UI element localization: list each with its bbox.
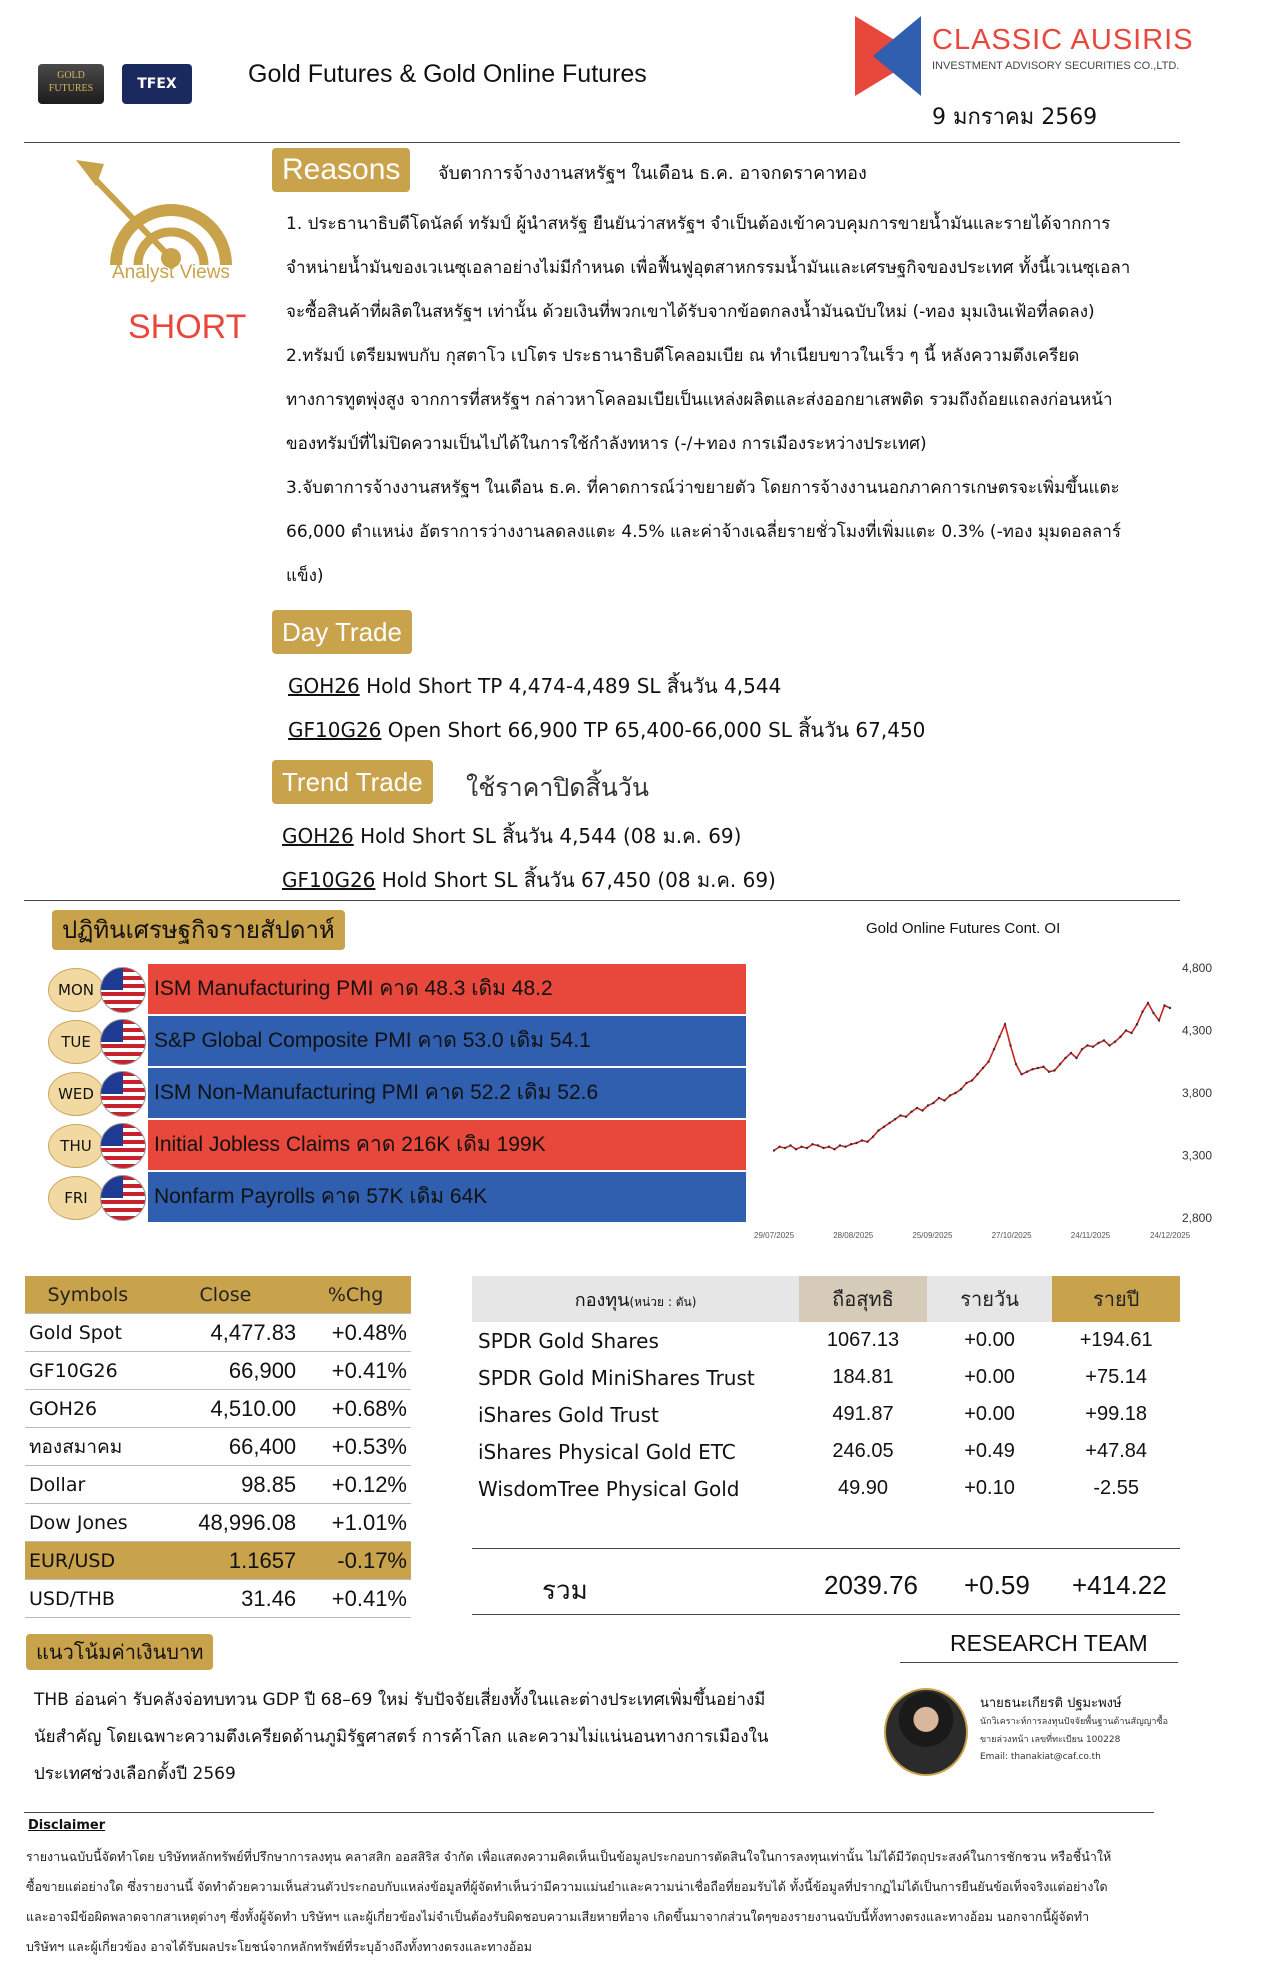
fund-cell-holdings: 491.87 [832, 1403, 894, 1425]
research-title: RESEARCH TEAM [950, 1630, 1148, 1656]
day-trade-symbol: GOH26 [288, 674, 360, 698]
market-cell-chg: +0.41% [300, 1580, 411, 1618]
x-tick-label: 25/09/2025 [912, 1231, 953, 1240]
day-badge: WED [48, 1072, 104, 1116]
market-row [25, 1314, 411, 1352]
oi-data-point [817, 1144, 819, 1146]
disclaimer-line: และอาจมีข้อผิดพลาดจากสาเหตุต่างๆ ซึ่งทั้งผู้จัดทำ บริษัทฯ และผู้เกี่ยวข้องไม่จำเป็นต้องรับผิดชอบความเสียหายที่อาจ เกิดขึ้นมาจากส่วนใดๆของรายงานฉบับนี้ทั้งทางตรงและทางอ้อม นอกจากนี้ผู้จัดทำ [26, 1909, 1090, 1924]
calendar-event: S&P Global Composite PMI คาด 53.0 เดิม 54.1 [148, 1016, 746, 1066]
oi-data-point [1130, 1032, 1132, 1034]
oi-data-point [960, 1088, 962, 1090]
oi-data-point [1158, 1019, 1160, 1021]
oi-data-point [1031, 1068, 1033, 1070]
oi-data-point [927, 1104, 929, 1106]
fund-cell-name: SPDR Gold MiniShares Trust [478, 1365, 755, 1390]
market-cell-symbol: Gold Spot [25, 1314, 151, 1352]
day-badge: FRI [48, 1176, 104, 1220]
reason-line: จะซื้อสินค้าที่ผลิตในสหรัฐฯ เท่านั้น ด้วยเงินที่พวกเขาได้รับจากข้อตกลงน้ำมันฉบับใหม่ (-ทอง มุมเงินเฟ้อที่ลดลง) [286, 302, 1095, 322]
market-row [25, 1390, 411, 1428]
x-tick-label: 27/10/2025 [991, 1231, 1032, 1240]
fund-cell-holdings: 184.81 [832, 1366, 894, 1388]
market-cell-symbol: GOH26 [25, 1390, 151, 1428]
gold-futures-logo [38, 64, 104, 104]
baht-line: ประเทศช่วงเลือกตั้งปี 2569 [34, 1764, 236, 1784]
oi-data-point [806, 1147, 808, 1149]
fund-row [472, 1359, 1180, 1396]
calendar-row [0, 964, 760, 1016]
analyst-email: Email: thanakiat@caf.co.th [980, 1752, 1101, 1762]
calendar-event: Nonfarm Payrolls คาด 57K เดิม 64K [148, 1172, 746, 1222]
oi-data-point [1004, 1023, 1006, 1025]
oi-data-point [971, 1079, 973, 1081]
us-flag-icon [100, 1175, 146, 1221]
calendar-event: ISM Manufacturing PMI คาด 48.3 เดิม 48.2 [148, 964, 746, 1014]
market-cell-symbol: USD/THB [25, 1580, 151, 1618]
oi-data-point [872, 1136, 874, 1138]
oi-data-point [1136, 1023, 1138, 1025]
oi-data-point [910, 1111, 912, 1113]
fund-cell-daily: +0.00 [964, 1366, 1015, 1388]
col-header-close: Close [151, 1276, 301, 1314]
oi-data-point [899, 1114, 901, 1116]
oi-data-point [1103, 1039, 1105, 1041]
oi-data-point [965, 1082, 967, 1084]
oi-series-line [774, 1003, 1170, 1151]
calendar-tag-text: ปฏิทินเศรษฐกิจรายสัปดาห์ [62, 916, 335, 944]
fund-col-header [472, 1276, 799, 1322]
market-cell-close: 66,900 [151, 1352, 301, 1390]
fund-cell-holdings: 1067.13 [826, 1329, 900, 1351]
disclaimer-line: บริษัทฯ และผู้เกี่ยวข้อง อาจได้รับผลประโยชน์จากหลักทรัพย์ที่ระบุอ้างถึงทั้งทางตรงและทางอ้อม [26, 1939, 532, 1954]
trend-trade-symbol: GOH26 [282, 824, 354, 848]
oi-data-point [833, 1148, 835, 1150]
reason-line: แข็ง) [286, 566, 324, 586]
us-flag-icon [100, 967, 146, 1013]
disclaimer-line: ซื้อขายแต่อย่างใด ซึ่งรายงานนี้ จัดทำด้วยความเห็นส่วนตัวประกอบกับแหล่งข้อมูลที่ผู้จัดทำเห็นว่ามีความแม่นยำและความน่าเชื่อถือที่ยอมรับได้ ทั้งนี้ข้อมูลที่ปรากฏไม่ได้เป็นการยืนยันข้อเท็จจริงแต่อย่างใด [26, 1879, 1108, 1894]
market-cell-close: 4,510.00 [151, 1390, 301, 1428]
oi-data-point [1048, 1071, 1050, 1073]
oi-data-point [1015, 1063, 1017, 1065]
market-cell-close: 31.46 [151, 1580, 301, 1618]
tfex-logo [122, 64, 192, 104]
oi-data-point [795, 1148, 797, 1150]
reason-line: 3.จับตาการจ้างงานสหรัฐฯ ในเดือน ธ.ค. ที่คาดการณ์ว่าขยายตัว โดยการจ้างงานนอกภาคการเกษตรจะเพิ่มขึ้นแตะ [286, 478, 1120, 498]
disclaimer-body [26, 1842, 1266, 1962]
fund-cell-holdings: 246.05 [832, 1440, 894, 1462]
analyst-title-line: นักวิเคราะห์การลงทุนปัจจัยพื้นฐานด้านสัญญาซื้อ [980, 1717, 1168, 1727]
oi-data-point [1075, 1057, 1077, 1059]
oi-data-point [822, 1147, 824, 1149]
market-row [25, 1580, 411, 1618]
col-header-chg: %Chg [300, 1276, 411, 1314]
day-trade-text: Hold Short TP 4,474-4,489 SL สิ้นวัน 4,544 [359, 674, 782, 698]
col-header-yearly: รายปี [1052, 1276, 1180, 1322]
day-trade-symbol: GF10G26 [288, 718, 382, 742]
market-cell-symbol: Dow Jones [25, 1504, 151, 1542]
oi-data-point [993, 1048, 995, 1050]
us-flag-icon [100, 1071, 146, 1117]
oi-data-point [1147, 1002, 1149, 1004]
fund-cell-yearly: +47.84 [1085, 1440, 1148, 1462]
oi-data-point [1070, 1052, 1072, 1054]
trend-trade-item [282, 820, 741, 852]
fund-row [472, 1322, 1180, 1359]
market-table [25, 1276, 411, 1618]
market-cell-close: 1.1657 [151, 1542, 301, 1580]
us-flag-icon [100, 1019, 146, 1065]
oi-data-point [778, 1146, 780, 1148]
day-badge: MON [48, 968, 104, 1012]
research-underline [900, 1662, 1178, 1663]
fund-cell-daily: +0.10 [964, 1477, 1015, 1499]
header-divider [24, 142, 1180, 143]
section-divider [24, 900, 1180, 901]
market-row [25, 1428, 411, 1466]
oi-data-point [949, 1094, 951, 1096]
oi-data-point [784, 1147, 786, 1149]
analyst-name: นายธนะเกียรติ ปฐมะพงษ์ [980, 1696, 1122, 1711]
fund-row [472, 1433, 1180, 1470]
calendar-event: Initial Jobless Claims คาด 216K เดิม 199K [148, 1120, 746, 1170]
reasons-body [286, 202, 1216, 598]
baht-tag [26, 1634, 213, 1670]
disclaimer-divider [24, 1812, 1154, 1813]
baht-tag-text: แนวโน้มค่าเงินบาท [36, 1640, 204, 1664]
x-tick-label: 24/11/2025 [1070, 1231, 1111, 1240]
fund-cell-daily: +0.49 [964, 1440, 1015, 1462]
y-tick-label: 4,300 [1182, 1023, 1213, 1038]
oi-data-point [1064, 1057, 1066, 1059]
market-cell-symbol: GF10G26 [25, 1352, 151, 1390]
fund-row [472, 1396, 1180, 1433]
oi-chart [750, 950, 1240, 1245]
fund-col-title: กองทุน [574, 1289, 630, 1311]
oi-data-point [844, 1146, 846, 1148]
market-row [25, 1466, 411, 1504]
market-cell-close: 48,996.08 [151, 1504, 301, 1542]
report-date: 9 มกราคม 2569 [932, 105, 1098, 130]
oi-data-point [1037, 1067, 1039, 1069]
fund-cell-daily: +0.00 [964, 1403, 1015, 1425]
oi-data-point [1108, 1044, 1110, 1046]
fund-unit: (หน่วย : ตัน) [629, 1294, 697, 1309]
oi-data-point [877, 1129, 879, 1131]
oi-data-point [1092, 1046, 1094, 1048]
oi-data-point [888, 1122, 890, 1124]
oi-data-point [1114, 1041, 1116, 1043]
reasons-tag: Reasons [272, 148, 410, 192]
fund-cell-yearly: +99.18 [1085, 1403, 1148, 1425]
reasons-headline: จับตาการจ้างงานสหรัฐฯ ในเดือน ธ.ค. อาจกดราคาทอง [438, 163, 867, 184]
fund-cell-holdings: 49.90 [837, 1477, 889, 1499]
oi-data-point [883, 1126, 885, 1128]
oi-data-point [811, 1143, 813, 1145]
reason-line: จำหน่ายน้ำมันของเวเนซุเอลาอย่างไม่มีกำหนด เพื่อฟื้นฟูอุตสาหกรรมน้ำมันและเศรษฐกิจของประเทศ ทั้งนี้เวเนซุเอลา [286, 258, 1131, 278]
trend-trade-text: Hold Short SL สิ้นวัน 67,450 (08 ม.ค. 69) [375, 868, 776, 892]
oi-data-point [839, 1144, 841, 1146]
brand-mark [855, 16, 921, 96]
reason-line: ของทรัมป์ที่ไม่ปิดความเป็นไปได้ในการใช้กำลังทหาร (-/+ทอง การเมืองระหว่างประเทศ) [286, 434, 927, 454]
market-cell-chg: +0.41% [300, 1352, 411, 1390]
day-trade-text: Open Short 66,900 TP 65,400-66,000 SL สิ้นวัน 67,450 [381, 718, 926, 742]
oi-data-point [773, 1149, 775, 1151]
day-badge: TUE [48, 1020, 104, 1064]
oi-data-point [1042, 1066, 1044, 1068]
baht-line: THB อ่อนค่า รับคลังจ่อทบทวน GDP ปี 68–69 ใหม่ รับปัจจัยเสี่ยงทั้งในและต่างประเทศเพิ่มขึ้นอย่างมี [34, 1690, 766, 1710]
disclaimer-title: Disclaimer [28, 1818, 106, 1833]
reason-line: ทางการทูตพุ่งสูง จากการที่สหรัฐฯ กล่าวหาโคลอมเบียเป็นแหล่งผลิตและส่งออกยาเสพติด รวมถึงถ้อยแถลงก่อนหน้า [286, 390, 1113, 410]
trend-trade-symbol: GF10G26 [282, 868, 376, 892]
oi-data-point [1141, 1011, 1143, 1013]
oi-data-point [1097, 1042, 1099, 1044]
market-row [25, 1504, 411, 1542]
y-tick-label: 3,300 [1182, 1148, 1213, 1163]
market-cell-symbol: ทองสมาคม [25, 1428, 151, 1466]
oi-data-point [861, 1139, 863, 1141]
oi-data-point [789, 1144, 791, 1146]
target-dart-icon [76, 150, 252, 270]
oi-data-point [916, 1107, 918, 1109]
oi-data-point [1009, 1044, 1011, 1046]
fund-cell-name: iShares Gold Trust [478, 1402, 659, 1427]
trend-trade-item [282, 864, 776, 896]
market-cell-chg: +1.01% [300, 1504, 411, 1542]
analyst-avatar [884, 1688, 968, 1776]
oi-data-point [987, 1061, 989, 1063]
day-badge: THU [48, 1124, 104, 1168]
fund-total-daily: +0.59 [964, 1570, 1030, 1600]
oi-data-point [1152, 1012, 1154, 1014]
oi-data-point [1119, 1036, 1121, 1038]
market-cell-chg: +0.53% [300, 1428, 411, 1466]
col-header-holdings: ถือสุทธิ [799, 1276, 927, 1322]
calendar-row [0, 1172, 760, 1224]
baht-body [34, 1682, 894, 1793]
page-title: Gold Futures & Gold Online Futures [248, 60, 647, 88]
fund-bottom-line [472, 1614, 1180, 1615]
col-header-symbols: Symbols [25, 1276, 151, 1314]
oi-data-point [943, 1099, 945, 1101]
market-cell-chg: +0.48% [300, 1314, 411, 1352]
oi-data-point [1163, 1004, 1165, 1006]
x-tick-label: 29/07/2025 [754, 1231, 795, 1240]
calendar-row [0, 1016, 760, 1068]
x-tick-label: 28/08/2025 [833, 1231, 874, 1240]
y-tick-label: 2,800 [1182, 1211, 1213, 1225]
oi-data-point [1020, 1073, 1022, 1075]
market-cell-chg: +0.68% [300, 1390, 411, 1428]
fund-row [472, 1470, 1180, 1507]
brand-mark-icon [855, 16, 921, 96]
calendar-list [0, 964, 760, 1230]
oi-data-point [1086, 1044, 1088, 1046]
oi-data-point [982, 1067, 984, 1069]
fund-cell-name: SPDR Gold Shares [478, 1328, 659, 1353]
market-cell-chg: -0.17% [300, 1542, 411, 1580]
fund-cell-name: iShares Physical Gold ETC [478, 1439, 736, 1464]
trend-trade-text: Hold Short SL สิ้นวัน 4,544 (08 ม.ค. 69) [353, 824, 742, 848]
reason-line: 1. ประธานาธิบดีโดนัลด์ ทรัมป์ ผู้นำสหรัฐ ยืนยันว่าสหรัฐฯ จำเป็นต้องเข้าควบคุมการขายน้ำมันและรายได้จากการ [286, 214, 1111, 234]
x-tick-label: 24/12/2025 [1150, 1231, 1191, 1240]
market-row [25, 1352, 411, 1390]
oi-data-point [938, 1097, 940, 1099]
reason-line: 66,000 ตำแหน่ง อัตราการว่างงานลดลงแตะ 4.5% และค่าจ้างเฉลี่ยรายชั่วโมงที่เพิ่มแตะ 0.3% (-ทอง มุมดอลลาร์ [286, 522, 1121, 542]
us-flag-icon [100, 1123, 146, 1169]
target-icon [76, 150, 252, 270]
fund-table [472, 1276, 1180, 1507]
market-cell-symbol: Dollar [25, 1466, 151, 1504]
day-trade-item [288, 714, 925, 746]
oi-data-point [894, 1118, 896, 1120]
oi-data-point [866, 1141, 868, 1143]
trend-trade-tag: Trend Trade [272, 760, 433, 804]
oi-data-point [850, 1143, 852, 1145]
day-trade-item [288, 670, 781, 702]
fund-cell-daily: +0.00 [964, 1329, 1015, 1351]
oi-data-point [1059, 1063, 1061, 1065]
oi-data-point [954, 1092, 956, 1094]
fund-cell-yearly: +75.14 [1085, 1366, 1148, 1388]
oi-data-point [800, 1146, 802, 1148]
calendar-event: ISM Non-Manufacturing PMI คาด 52.2 เดิม 52.6 [148, 1068, 746, 1118]
reason-line: 2.ทรัมป์ เตรียมพบกับ กุสตาโว เปโตร ประธานาธิบดีโคลอมเบีย ณ ทำเนียบขาวในเร็ว ๆ นี้ หลังความตึงเครียด [286, 346, 1080, 366]
brand-subtitle: INVESTMENT ADVISORY SECURITIES CO.,LTD. [932, 60, 1180, 72]
fund-total-yearly: +414.22 [1072, 1570, 1167, 1600]
baht-line: นัยสำคัญ โดยเฉพาะความตึงเครียดด้านภูมิรัฐศาสตร์ การค้าโลก และความไม่แน่นอนทางการเมืองใน [34, 1727, 769, 1747]
fund-total-holdings: 2039.76 [824, 1570, 918, 1600]
chart-title: Gold Online Futures Cont. OI [866, 920, 1061, 937]
analyst-license: ขายล่วงหน้า เลขที่ทะเบียน 100228 [980, 1735, 1121, 1745]
calendar-row [0, 1120, 760, 1172]
day-trade-tag: Day Trade [272, 610, 412, 654]
market-cell-symbol: EUR/USD [25, 1542, 151, 1580]
market-row [25, 1542, 411, 1580]
col-header-daily: รายวัน [927, 1276, 1053, 1322]
oi-data-point [976, 1073, 978, 1075]
tfex-logo-text: TFEX [137, 76, 177, 92]
oi-data-point [998, 1036, 1000, 1038]
market-cell-close: 4,477.83 [151, 1314, 301, 1352]
fund-cell-yearly: -2.55 [1093, 1477, 1139, 1499]
oi-data-point [1053, 1069, 1055, 1071]
calendar-tag [52, 910, 345, 950]
market-cell-close: 66,400 [151, 1428, 301, 1466]
y-tick-label: 3,800 [1182, 1086, 1213, 1100]
oi-data-point [1081, 1048, 1083, 1050]
calendar-row [0, 1068, 760, 1120]
oi-data-point [1169, 1007, 1171, 1009]
fund-cell-name: WisdomTree Physical Gold [478, 1476, 740, 1501]
fund-total-label: รวม [542, 1576, 588, 1606]
oi-data-point [932, 1102, 934, 1104]
fund-cell-yearly: +194.61 [1079, 1329, 1153, 1351]
fund-total-row [472, 1560, 1180, 1608]
market-cell-close: 98.85 [151, 1466, 301, 1504]
analyst-view: SHORT [128, 308, 247, 346]
trend-trade-note: ใช้ราคาปิดสิ้นวัน [466, 773, 649, 802]
analyst-label: Analyst Views [112, 262, 230, 283]
fund-divider [472, 1548, 1180, 1549]
oi-data-point [921, 1109, 923, 1111]
gold-futures-logo-text: GOLD FUTURES [48, 70, 94, 94]
oi-data-point [1026, 1071, 1028, 1073]
market-cell-chg: +0.12% [300, 1466, 411, 1504]
brand-name: CLASSIC AUSIRIS [932, 24, 1194, 56]
y-tick-label: 4,800 [1182, 961, 1213, 975]
oi-data-point [1125, 1029, 1127, 1031]
oi-data-point [828, 1146, 830, 1148]
oi-data-point [855, 1142, 857, 1144]
oi-data-point [905, 1116, 907, 1118]
disclaimer-line: รายงานฉบับนี้จัดทำโดย บริษัทหลักทรัพย์ที่ปรึกษาการลงทุน คลาสสิก ออสสิริส จำกัด เพื่อแสดงความคิดเห็นเป็นข้อมูลประกอบการตัดสินใจในการลงทุนเท่านั้น ไม่ได้มีวัตถุประสงค์ในการชักชวน หรือชี้นำให้ [26, 1849, 1112, 1864]
